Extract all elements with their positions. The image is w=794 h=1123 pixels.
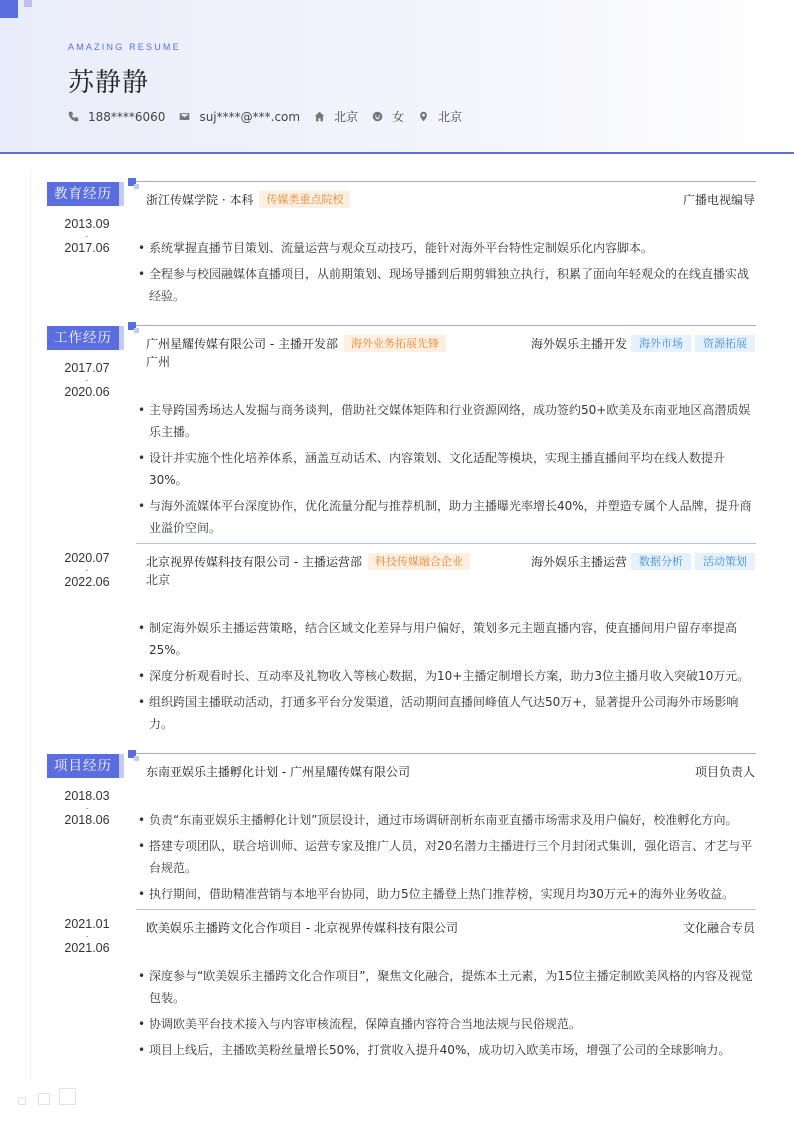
contact-bar: [68, 108, 476, 125]
section-marker: [128, 178, 136, 186]
corner-decoration-small: [24, 0, 32, 7]
bullet-item: • 执行期间，借助精准营销与本地平台协同，助力5位主播登上热门推荐榜，实现月均30万元+的海外业务收益。: [136, 883, 756, 905]
date-separator: -: [85, 565, 89, 575]
bullet-item: • 深度参与“欧美娱乐主播跨文化合作项目”，聚焦文化融合，提炼本土元素，为15位主播定制欧美风格的内容及视觉包装。: [136, 965, 756, 1009]
contact-gender: [372, 108, 404, 125]
entry-tag: 海外业务拓展先锋: [344, 335, 446, 352]
entry-title: 欧美娱乐主播跨文化合作项目 - 北京视界传媒科技有限公司: [146, 920, 458, 935]
gender-icon: [372, 111, 383, 122]
end-date: 2018.06: [64, 813, 110, 827]
section-marker: [128, 322, 136, 330]
skill-tag: 数据分析: [631, 553, 691, 570]
entry-bullets: [136, 965, 756, 1065]
entry-title-row: [146, 334, 755, 352]
bullet-item: • 搭建专项团队，联合培训师、运营专家及推广人员，对20名潜力主播进行三个月封闭式集训，强化语言、才艺与平台规范。: [136, 835, 756, 879]
footer-square-decoration: [38, 1093, 50, 1105]
section-divider: [136, 181, 756, 182]
bullet-item: • 与海外流媒体平台深度协作，优化流量分配与推荐机制，助力主播曝光率增长40%，并塑造专属个人品牌，提升商业溢价空间。: [136, 495, 756, 539]
corner-decoration: [0, 0, 18, 18]
resume-tagline: AMAZING RESUME: [68, 42, 181, 52]
entry-dates: [47, 917, 127, 955]
footer-square-decoration: [18, 1097, 26, 1105]
section-label-work: 工作经历: [47, 326, 119, 350]
entry-location: 广州: [146, 355, 171, 369]
section-label-education: 教育经历: [47, 182, 119, 206]
entry-dates: [47, 551, 127, 589]
entry-divider: [136, 543, 756, 544]
entry-bullets: [136, 617, 756, 739]
skill-tag: 海外市场: [631, 335, 691, 352]
date-separator: -: [85, 931, 89, 941]
end-date: 2020.06: [64, 385, 110, 399]
end-date: 2022.06: [64, 575, 110, 589]
start-date: 2020.07: [64, 551, 110, 565]
bullet-item: • 制定海外娱乐主播运营策略，结合区域文化差异与用户偏好，策划多元主题直播内容，使直播间用户留存率提高25%。: [136, 617, 756, 661]
entry-title: 东南亚娱乐主播孵化计划 - 广州星耀传媒有限公司: [146, 764, 410, 779]
entry-dates: [47, 361, 127, 399]
entry-title: 北京视界传媒科技有限公司 - 主播运营部: [146, 554, 362, 569]
end-date: 2021.06: [64, 941, 110, 955]
footer-square-decoration: [59, 1088, 76, 1105]
date-separator: -: [85, 231, 89, 241]
entry-bullets: [136, 237, 756, 311]
bullet-item: • 负责“东南亚娱乐主播孵化计划”顶层设计，通过市场调研剖析东南亚直播市场需求及用户偏好，校准孵化方向。: [136, 809, 756, 831]
bullet-item: • 设计并实施个性化培养体系，涵盖互动话术、内容策划、文化适配等模块，实现主播直播间平均在线人数提升30%。: [136, 447, 756, 491]
entry-title-row: [146, 918, 755, 936]
skill-tag: 资源拓展: [695, 335, 755, 352]
start-date: 2013.09: [64, 217, 110, 231]
entry-bullets: [136, 399, 756, 543]
bullet-item: • 协调欧美平台技术接入与内容审核流程，保障直播内容符合当地法规与民俗规范。: [136, 1013, 756, 1035]
contact-email-text: suj****@***.com: [199, 109, 301, 124]
contact-phone-text: 188****6060: [88, 109, 166, 124]
contact-location-text: 北京: [438, 110, 463, 124]
entry-tag: 传媒类重点院校: [259, 191, 350, 208]
entry-tag: 科技传媒融合企业: [368, 553, 470, 570]
timeline-rail: [30, 170, 31, 1080]
entry-bullets: [136, 809, 756, 909]
bullet-item: • 组织跨国主播联动活动，打通多平台分发渠道，活动期间直播间峰值人气达50万+，显著提升公司海外市场影响力。: [136, 691, 756, 735]
entry-role: 海外娱乐主播开发: [530, 336, 627, 351]
start-date: 2018.03: [64, 789, 110, 803]
section-divider: [136, 753, 756, 754]
entry-role: 广播电视编导: [682, 192, 755, 207]
candidate-name: 苏静静: [68, 68, 150, 98]
contact-gender-text: 女: [392, 110, 405, 124]
entry-dates: [47, 789, 127, 827]
entry-divider: [136, 909, 756, 910]
date-separator: -: [85, 375, 89, 385]
bullet-item: • 主导跨国秀场达人发掘与商务谈判，借助社交媒体矩阵和行业资源网络，成功签约50+欧美及东南亚地区高潜质娱乐主播。: [136, 399, 756, 443]
entry-role: 项目负责人: [694, 764, 755, 779]
location-icon: [418, 111, 429, 122]
entry-title-row: [146, 190, 755, 208]
contact-location: [418, 108, 462, 125]
bullet-item: • 全程参与校园融媒体直播项目，从前期策划、现场导播到后期剪辑独立执行，积累了面向年轻观众的在线直播实战经验。: [136, 263, 756, 307]
contact-home-text: 北京: [334, 110, 359, 124]
entry-role: 海外娱乐主播运营: [530, 554, 627, 569]
entry-title-row: [146, 762, 755, 780]
bullet-item: • 深度分析观看时长、互动率及礼物收入等核心数据，为10+主播定制增长方案，助力3位主播月收入突破10万元。: [136, 665, 756, 687]
entry-location: 北京: [146, 573, 171, 587]
mail-icon: [179, 111, 190, 122]
section-divider: [136, 325, 756, 326]
contact-home: [314, 108, 358, 125]
phone-icon: [68, 111, 79, 122]
bullet-item: • 项目上线后，主播欧美粉丝量增长50%，打赏收入提升40%，成功切入欧美市场，增强了公司的全球影响力。: [136, 1039, 756, 1061]
end-date: 2017.06: [64, 241, 110, 255]
date-separator: -: [85, 803, 89, 813]
contact-email: [179, 110, 300, 124]
entry-dates: [47, 217, 127, 255]
start-date: 2021.01: [64, 917, 110, 931]
section-label-projects: 项目经历: [47, 754, 119, 778]
bullet-item: • 系统掌握直播节目策划、流量运营与观众互动技巧，能针对海外平台特性定制娱乐化内容脚本。: [136, 237, 756, 259]
section-marker: [128, 750, 136, 758]
contact-phone: [68, 110, 165, 124]
entry-role: 文化融合专员: [682, 920, 755, 935]
entry-title-row: [146, 552, 755, 570]
resume-header: [0, 0, 794, 154]
home-icon: [314, 111, 325, 122]
entry-title: 广州星耀传媒有限公司 - 主播开发部: [146, 336, 338, 351]
start-date: 2017.07: [64, 361, 110, 375]
entry-title: 浙江传媒学院 · 本科: [146, 192, 254, 207]
skill-tag: 活动策划: [695, 553, 755, 570]
